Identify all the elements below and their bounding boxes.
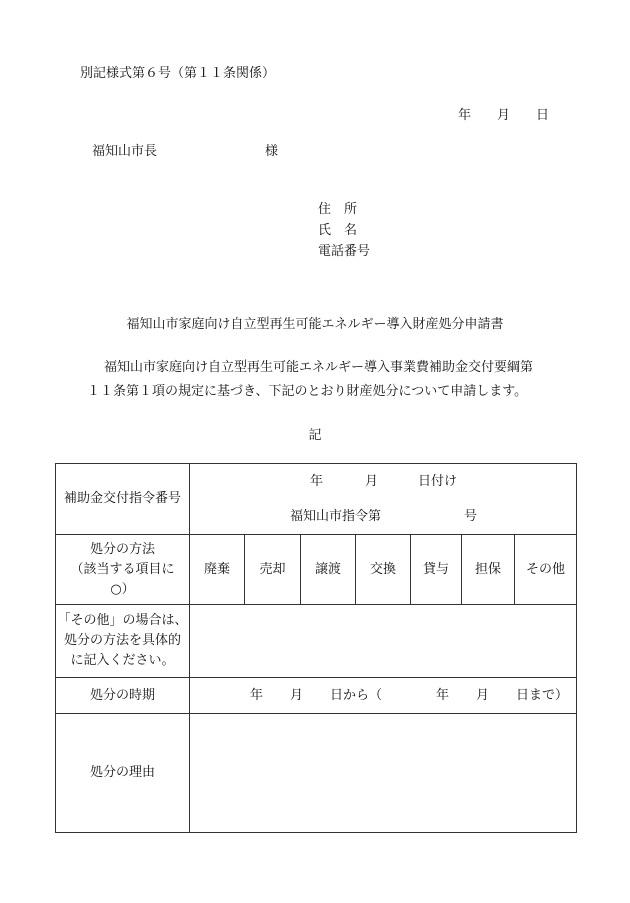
date-year: 年 <box>458 108 472 123</box>
body-text <box>88 356 533 404</box>
application-form-table <box>55 463 577 833</box>
grant-date-year: 年 <box>310 474 324 489</box>
document-title: 福知山市家庭向け自立型再生可能エネルギー導入財産処分申請書 <box>126 317 504 332</box>
period-to-year: 年 <box>436 688 450 703</box>
other-label-line-1: 「その他」の場合は、 <box>57 613 188 628</box>
name-label: 氏 名 <box>318 223 358 238</box>
applicant-block <box>318 199 370 262</box>
method-option-collateral[interactable]: 担保 <box>462 535 515 605</box>
body-line-1: 福知山市家庭向け自立型再生可能エネルギー導入事業費補助金交付要綱第 <box>104 360 534 375</box>
method-option-exchange[interactable]: 交換 <box>356 535 411 605</box>
reason-label: 処分の理由 <box>56 714 190 833</box>
other-detail-label <box>56 605 190 678</box>
row-period <box>56 678 577 714</box>
grant-number-suffix: 号 <box>464 509 478 524</box>
form-id: 別記様式第６号（第１１条関係） <box>80 66 276 81</box>
method-label <box>56 535 190 605</box>
ki-heading: 記 <box>308 428 322 443</box>
grant-number-label: 補助金交付指令番号 <box>56 464 190 535</box>
method-label-line-2: （該当する項目に <box>70 561 175 577</box>
method-option-lend[interactable]: 貸与 <box>411 535 462 605</box>
period-to-month: 月 <box>476 688 490 703</box>
method-label-line-3: ○） <box>110 581 135 597</box>
method-option-transfer[interactable]: 譲渡 <box>301 535 356 605</box>
row-reason <box>56 714 577 833</box>
address-label: 住 所 <box>318 202 358 217</box>
grant-number-cell[interactable] <box>190 464 577 535</box>
period-from-month: 月 <box>290 688 304 703</box>
method-option-other[interactable]: その他 <box>515 535 577 605</box>
period-label: 処分の時期 <box>56 678 190 714</box>
date-month: 月 <box>497 108 511 123</box>
other-label-line-3: に記入ください。 <box>70 653 175 668</box>
date-line <box>458 104 549 123</box>
row-other-detail <box>56 605 577 678</box>
method-option-sale[interactable]: 売却 <box>245 535 301 605</box>
reason-field[interactable] <box>190 714 577 833</box>
row-grant-number <box>56 464 577 535</box>
method-option-disposal[interactable]: 廃棄 <box>190 535 245 605</box>
addressee-name: 福知山市長 <box>92 144 158 159</box>
other-label-line-2: 処分の方法を具体的 <box>63 633 181 648</box>
date-day: 日 <box>536 108 550 123</box>
period-field[interactable] <box>190 678 577 714</box>
period-from-day: 日から（ <box>330 688 383 703</box>
period-to-day: 日まで） <box>516 688 569 703</box>
grant-date-line <box>190 464 576 499</box>
phone-label: 電話番号 <box>318 244 371 259</box>
grant-date-day: 日付け <box>418 474 458 489</box>
other-detail-field[interactable] <box>190 605 577 678</box>
grant-date-month: 月 <box>365 474 379 489</box>
grant-number-prefix: 福知山市指令第 <box>290 509 382 524</box>
period-line <box>190 678 576 713</box>
row-method <box>56 535 577 605</box>
addressee-honorific: 様 <box>265 144 279 159</box>
period-from-year: 年 <box>250 688 264 703</box>
body-line-2: １１条第１項の規定に基づき、下記のとおり財産処分について申請します。 <box>87 384 528 399</box>
method-label-line-1: 処分の方法 <box>89 541 155 557</box>
addressee <box>92 140 278 159</box>
grant-number-line <box>190 499 576 534</box>
